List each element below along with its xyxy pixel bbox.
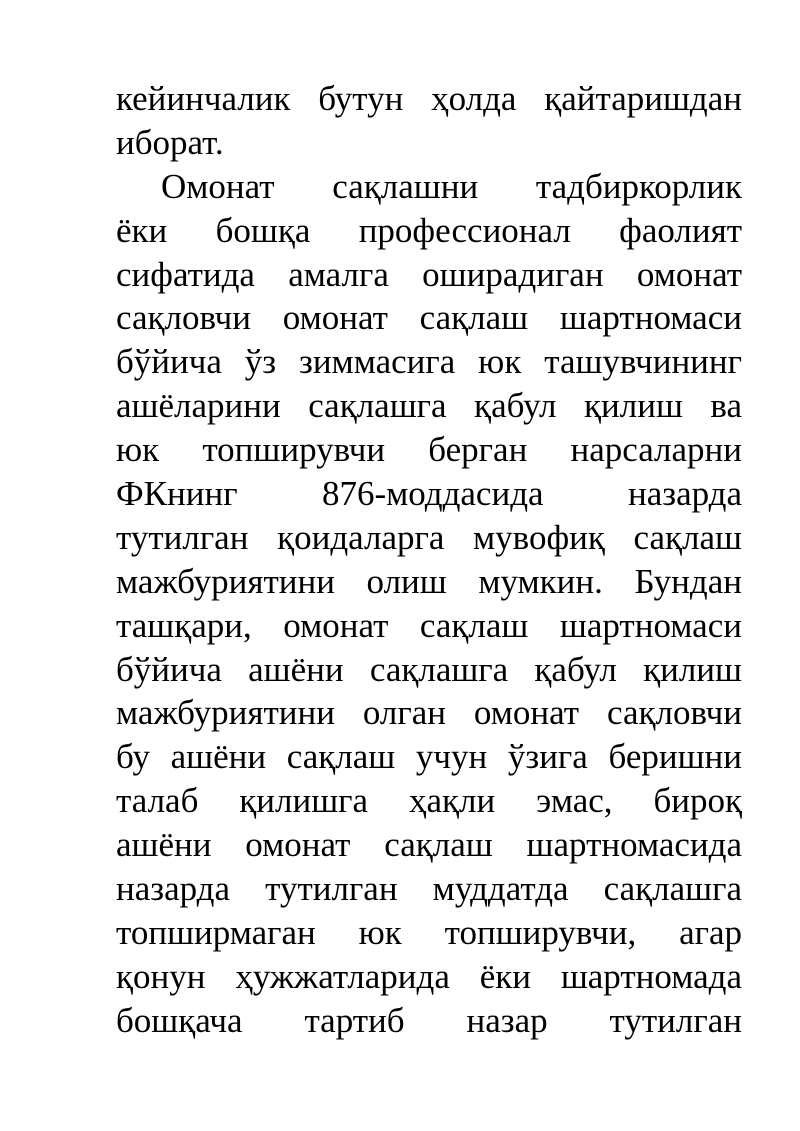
text-line: мажбуриятини олган омонат сақловчи xyxy=(116,693,742,733)
text-line: ФКнинг 876-моддасида назарда xyxy=(116,474,742,514)
text-line: бу ашёни сақлаш учун ўзига беришни xyxy=(116,737,742,777)
text-line: қонун ҳужжатларида ёки шартномада xyxy=(116,956,742,996)
text-line: талаб қилишга ҳақли эмас, бироқ xyxy=(116,781,742,821)
text-line: Омонат сақлашни тадбиркорлик xyxy=(161,166,742,206)
text-line: юк топширувчи берган нарсаларни xyxy=(116,430,742,470)
paragraph-continuation xyxy=(116,77,742,165)
text-line: топширмаган юк топширувчи, агар xyxy=(116,912,742,952)
text-line: бошқача тартиб назар тутилган xyxy=(116,1000,742,1040)
text-line: иборат. xyxy=(116,122,224,162)
text-line: сифатида амалга оширадиган омонат xyxy=(116,254,742,294)
text-line: бўйича ашёни сақлашга қабул қилиш xyxy=(116,649,742,689)
text-line: тутилган қоидаларга мувофиқ сақлаш xyxy=(116,517,742,557)
text-line: ёки бошқа профессионал фаолият xyxy=(116,210,742,250)
text-line: бўйича ўз зиммасига юк ташувчининг xyxy=(116,342,742,382)
text-line: ашёларини сақлашга қабул қилиш ва xyxy=(116,386,742,426)
text-line: сақловчи омонат сақлаш шартномаси xyxy=(116,298,742,338)
text-line: кейинчалик бутун ҳолда қайтаришдан xyxy=(116,79,742,118)
paragraph xyxy=(116,165,742,1043)
text-line: ашёни омонат сақлаш шартномасида xyxy=(116,825,742,865)
text-line: назарда тутилган муддатда сақлашга xyxy=(116,869,742,909)
text-line: ташқари, омонат сақлаш шартномаси xyxy=(116,605,742,645)
body-text xyxy=(116,77,742,1043)
text-line: мажбуриятини олиш мумкин. Бундан xyxy=(116,561,742,601)
